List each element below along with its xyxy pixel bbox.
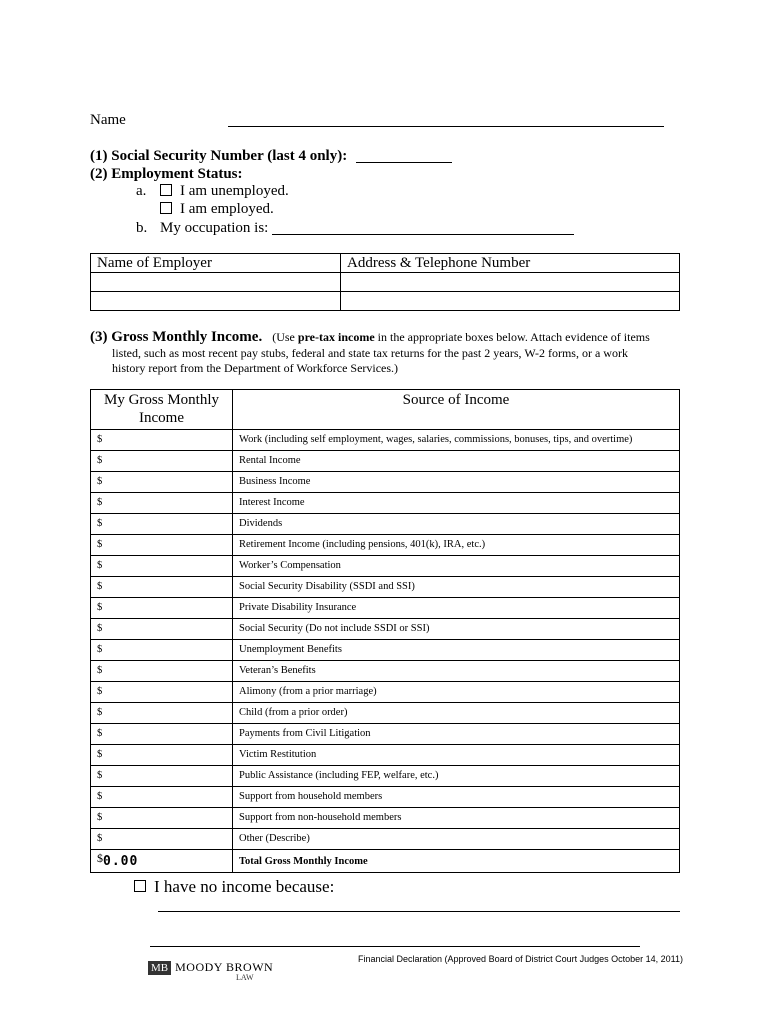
income-amount-cell[interactable]: [91, 661, 233, 682]
employer-address-cell[interactable]: [341, 292, 680, 311]
income-note-bold: pre-tax income: [297, 330, 375, 344]
total-currency: $: [97, 851, 103, 865]
income-source-label: Social Security (Do not include SSDI or SSI): [233, 619, 680, 640]
currency-symbol: $: [97, 644, 103, 655]
table-row: [91, 661, 680, 682]
income-source-label: Private Disability Insurance: [233, 598, 680, 619]
footer-logo: [148, 958, 273, 976]
currency-symbol: $: [97, 728, 103, 739]
income-note-rest: in the appropriate boxes below. Attach evidence of items: [377, 330, 650, 344]
income-source-label: Alimony (from a prior marriage): [233, 682, 680, 703]
income-amount-cell[interactable]: [91, 787, 233, 808]
total-label: Total Gross Monthly Income: [233, 850, 680, 873]
no-income-checkbox[interactable]: [134, 880, 146, 892]
table-row: [91, 745, 680, 766]
footer-rule: [150, 946, 640, 947]
currency-symbol: $: [97, 518, 103, 529]
currency-symbol: $: [97, 476, 103, 487]
income-amount-cell[interactable]: [91, 619, 233, 640]
table-row: [91, 514, 680, 535]
unemployed-option[interactable]: [160, 183, 289, 200]
income-source-label: Rental Income: [233, 451, 680, 472]
income-source-label: Payments from Civil Litigation: [233, 724, 680, 745]
income-amount-cell[interactable]: [91, 472, 233, 493]
employer-address-header: Address & Telephone Number: [341, 254, 680, 273]
no-income-label: I have no income because:: [154, 877, 335, 896]
currency-symbol: $: [97, 434, 103, 445]
table-row: [91, 640, 680, 661]
income-source-label: Interest Income: [233, 493, 680, 514]
table-row: [91, 556, 680, 577]
currency-symbol: $: [97, 539, 103, 550]
table-row: [91, 292, 680, 311]
currency-symbol: $: [97, 497, 103, 508]
employed-checkbox[interactable]: [160, 202, 172, 214]
table-row: [91, 598, 680, 619]
income-amount-cell[interactable]: [91, 430, 233, 451]
employed-option[interactable]: [160, 201, 274, 218]
currency-symbol: $: [97, 770, 103, 781]
income-section-title: (3) Gross Monthly Income.: [90, 329, 263, 345]
income-amount-cell[interactable]: [91, 703, 233, 724]
item-a-marker: a.: [136, 183, 147, 199]
no-income-option[interactable]: [134, 877, 334, 897]
income-amount-cell[interactable]: [91, 493, 233, 514]
income-source-label: Retirement Income (including pensions, 401(k), IRA, etc.): [233, 535, 680, 556]
monthly-income-header-line2: Income: [139, 410, 184, 426]
table-row: [91, 493, 680, 514]
income-instructions: [90, 329, 690, 345]
income-amount-cell[interactable]: [91, 577, 233, 598]
table-row: [91, 535, 680, 556]
table-row: [91, 787, 680, 808]
income-source-label: Child (from a prior order): [233, 703, 680, 724]
currency-symbol: $: [97, 833, 103, 844]
income-amount-cell[interactable]: [91, 766, 233, 787]
income-source-label: Social Security Disability (SSDI and SSI): [233, 577, 680, 598]
income-amount-cell[interactable]: [91, 682, 233, 703]
income-source-label: Worker’s Compensation: [233, 556, 680, 577]
income-source-label: Other (Describe): [233, 829, 680, 850]
name-label: Name: [90, 112, 126, 128]
footer-caption: Financial Declaration (Approved Board of District Court Judges October 14, 2011): [358, 954, 683, 964]
table-row: [91, 577, 680, 598]
ssn-label: [90, 148, 347, 165]
employer-address-cell[interactable]: [341, 273, 680, 292]
income-amount-cell[interactable]: [91, 808, 233, 829]
total-row: [91, 850, 680, 873]
monthly-income-header: [91, 390, 233, 430]
currency-symbol: $: [97, 623, 103, 634]
table-row: [91, 619, 680, 640]
income-table: [90, 389, 680, 873]
table-row: [91, 273, 680, 292]
no-income-reason-field[interactable]: [158, 911, 680, 912]
income-source-label: Unemployment Benefits: [233, 640, 680, 661]
table-row: [91, 766, 680, 787]
income-note-line2: listed, such as most recent pay stubs, federal and state tax returns for the past 2 years, W-2 forms, or a work: [112, 346, 628, 360]
total-amount: 0.00: [103, 854, 139, 869]
employer-name-cell[interactable]: [91, 292, 341, 311]
employer-table-header: [91, 254, 680, 273]
income-amount-cell[interactable]: [91, 598, 233, 619]
income-source-label: Public Assistance (including FEP, welfare, etc.): [233, 766, 680, 787]
employment-status-label: (2) Employment Status:: [90, 166, 243, 182]
logo-mark: MB: [148, 961, 171, 975]
employer-name-header: Name of Employer: [91, 254, 341, 273]
table-row: [91, 472, 680, 493]
total-amount-cell[interactable]: [91, 850, 233, 873]
income-amount-cell[interactable]: [91, 640, 233, 661]
income-note-use: (Use: [272, 330, 295, 344]
currency-symbol: $: [97, 581, 103, 592]
currency-symbol: $: [97, 707, 103, 718]
currency-symbol: $: [97, 812, 103, 823]
income-source-label: Business Income: [233, 472, 680, 493]
monthly-income-header-line1: My Gross Monthly: [103, 392, 219, 408]
logo-name: MOODY BROWN: [175, 960, 274, 974]
unemployed-checkbox[interactable]: [160, 184, 172, 196]
income-table-header: [91, 390, 680, 430]
income-source-label: Work (including self employment, wages, salaries, commissions, bonuses, tips, and overtime): [233, 430, 680, 451]
employed-label: I am employed.: [180, 201, 274, 217]
income-source-label: Support from household members: [233, 787, 680, 808]
employer-name-cell[interactable]: [91, 273, 341, 292]
table-row: [91, 451, 680, 472]
income-amount-cell[interactable]: [91, 724, 233, 745]
item-b-marker: b.: [136, 220, 148, 236]
income-source-label: Veteran’s Benefits: [233, 661, 680, 682]
income-note-line3: history report from the Department of Workforce Services.): [112, 361, 399, 375]
currency-symbol: $: [97, 455, 103, 466]
currency-symbol: $: [97, 665, 103, 676]
table-row: [91, 430, 680, 451]
currency-symbol: $: [97, 602, 103, 613]
currency-symbol: $: [97, 560, 103, 571]
ssn-field[interactable]: [356, 146, 452, 163]
employer-table: [90, 253, 680, 311]
source-of-income-header: Source of Income: [233, 390, 680, 430]
occupation-label: My occupation is:: [160, 220, 269, 236]
income-amount-cell[interactable]: [91, 451, 233, 472]
income-amount-cell[interactable]: [91, 514, 233, 535]
income-amount-cell[interactable]: [91, 535, 233, 556]
table-row: [91, 808, 680, 829]
logo-sub: LAW: [236, 973, 254, 982]
unemployed-label: I am unemployed.: [180, 183, 289, 199]
ssn-label-text: (1) Social Security Number (last 4 only):: [90, 148, 348, 164]
income-source-label: Support from non-household members: [233, 808, 680, 829]
table-row: [91, 682, 680, 703]
name-field[interactable]: [228, 110, 664, 127]
currency-symbol: $: [97, 749, 103, 760]
table-row: [91, 829, 680, 850]
income-source-label: Dividends: [233, 514, 680, 535]
income-source-label: Victim Restitution: [233, 745, 680, 766]
currency-symbol: $: [97, 686, 103, 697]
currency-symbol: $: [97, 791, 103, 802]
income-amount-cell[interactable]: [91, 745, 233, 766]
occupation-field[interactable]: [272, 218, 574, 235]
table-row: [91, 724, 680, 745]
table-row: [91, 703, 680, 724]
income-amount-cell[interactable]: [91, 556, 233, 577]
income-amount-cell[interactable]: [91, 829, 233, 850]
